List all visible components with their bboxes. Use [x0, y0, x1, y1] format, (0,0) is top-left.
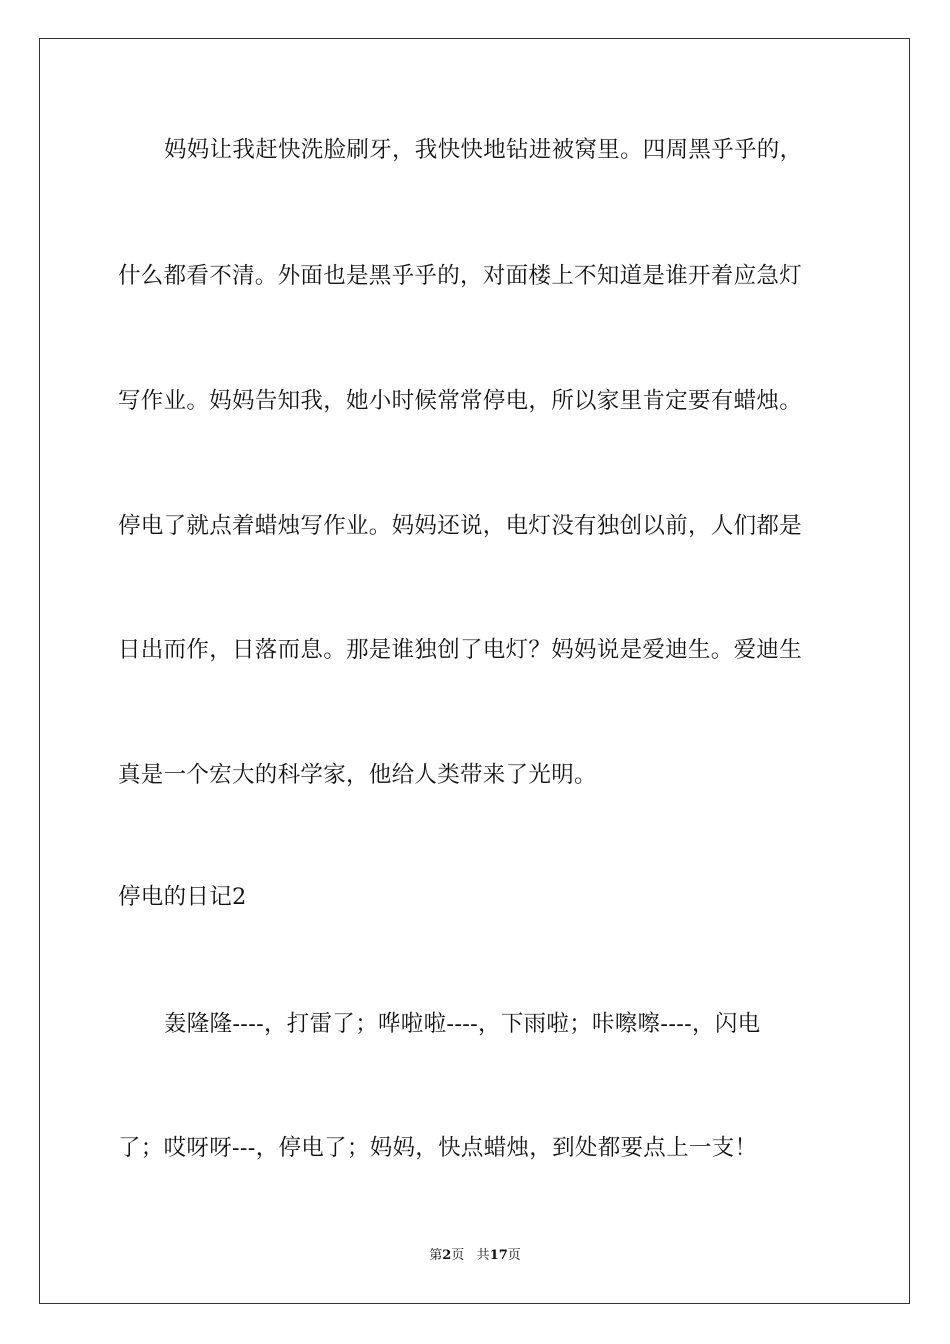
page-footer: [0, 1247, 950, 1265]
paragraph-line: 日出而作，日落而息。那是谁独创了电灯？妈妈说是爱迪生。爱迪生: [118, 637, 803, 663]
footer-total-suffix: 页: [507, 1248, 521, 1263]
paragraph-line: 停电了就点着蜡烛写作业。妈妈还说，电灯没有独创以前，人们都是: [118, 513, 803, 539]
paragraph-line: 了；哎呀呀---，停电了；妈妈，快点蜡烛，到处都要点上一支！: [118, 1135, 758, 1161]
page-border: [39, 38, 910, 1304]
footer-page-suffix: 页: [451, 1248, 465, 1263]
footer-total-prefix: 共: [476, 1248, 490, 1263]
paragraph-line: 什么都看不清。外面也是黑乎乎的，对面楼上不知道是谁开着应急灯: [118, 263, 803, 289]
footer-total-pages: 17: [489, 1248, 508, 1263]
section-heading: 停电的日记2: [118, 884, 247, 910]
footer-page-number: 2: [442, 1248, 452, 1263]
paragraph-line: 真是一个宏大的科学家，他给人类带来了光明。: [118, 762, 597, 788]
paragraph-line: 轰隆隆----，打雷了；哗啦啦----，下雨啦；咔嚓嚓----，闪电: [164, 1011, 761, 1037]
paragraph-line: 妈妈让我赶快洗脸刷牙，我快快地钻进被窝里。四周黑乎乎的，: [164, 137, 803, 163]
footer-page-prefix: 第: [429, 1248, 443, 1263]
paragraph-line: 写作业。妈妈告知我，她小时候常常停电，所以家里肯定要有蜡烛。: [118, 388, 803, 414]
